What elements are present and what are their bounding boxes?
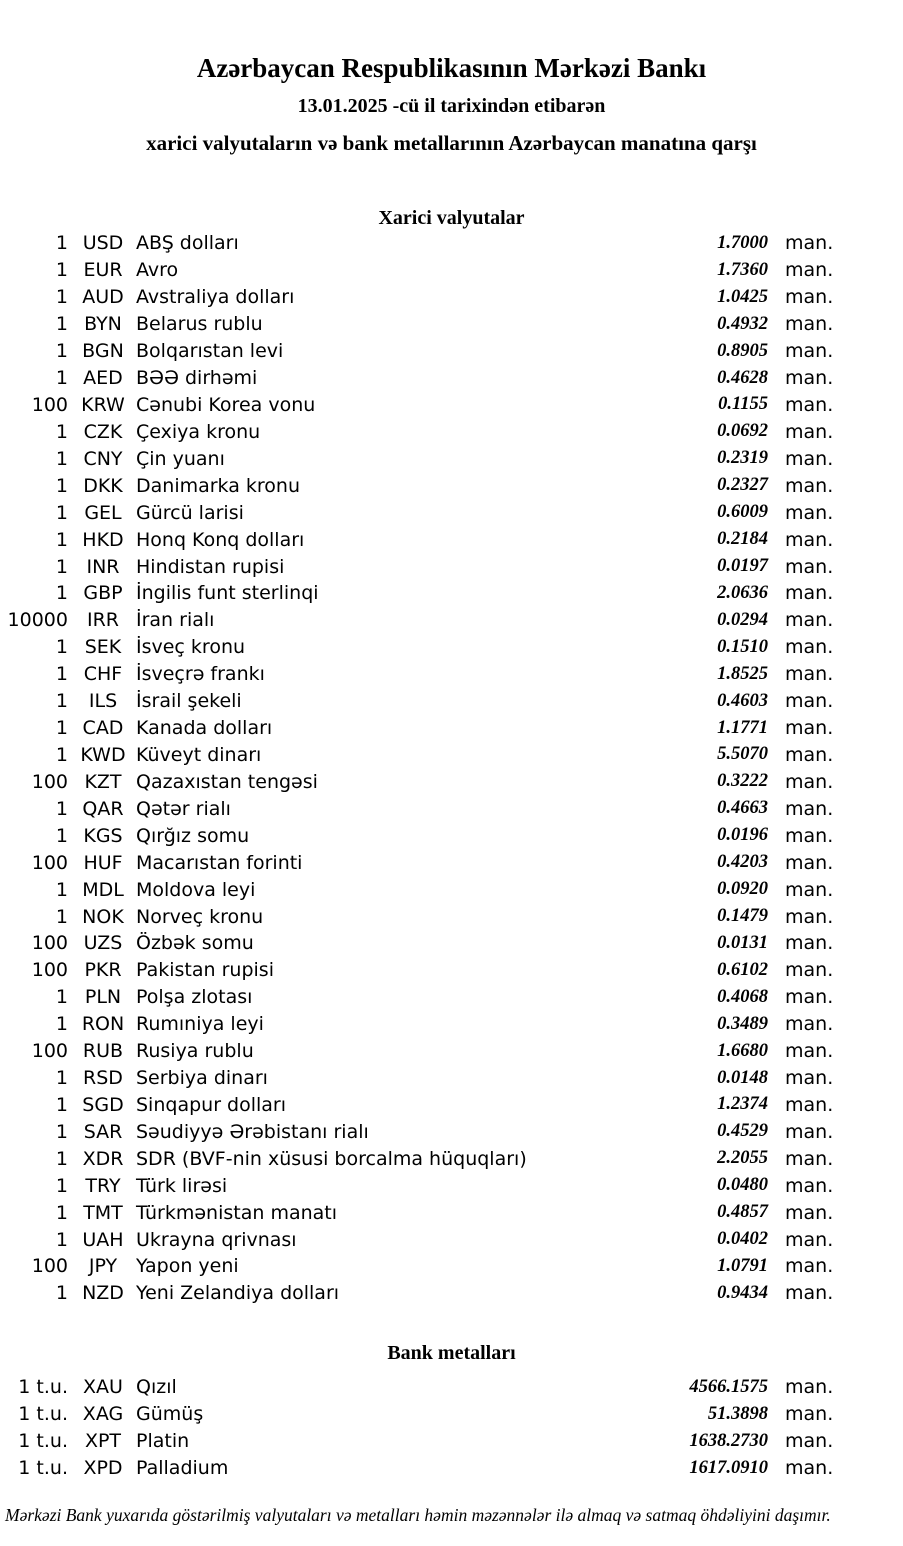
currency-name: Honq Konq dolları	[136, 528, 305, 551]
currency-quantity: 1	[55, 743, 68, 766]
currency-row	[0, 445, 903, 472]
currency-code: SAR	[83, 1120, 123, 1143]
currency-name: Kanada dolları	[136, 717, 273, 740]
currency-quantity: 100	[31, 1040, 68, 1063]
currency-row	[0, 1172, 903, 1199]
currency-row	[0, 1065, 903, 1092]
currency-code: BGN	[82, 340, 124, 363]
rate-unit-label: man.	[785, 770, 834, 793]
currency-row	[0, 822, 903, 849]
currency-name: Yeni Zelandiya dolları	[136, 1282, 340, 1305]
rate-unit-label: man.	[785, 1228, 834, 1251]
currency-name: İran rialı	[136, 609, 215, 632]
currency-rate: 0.0196	[717, 825, 768, 846]
currency-quantity: 1	[55, 1174, 68, 1197]
rate-unit-label: man.	[785, 1403, 834, 1426]
metal-code: XPT	[84, 1430, 122, 1453]
currency-code: XDR	[82, 1147, 124, 1170]
currency-code: GEL	[84, 501, 122, 524]
currency-quantity: 1	[55, 1093, 68, 1116]
currency-row	[0, 957, 903, 984]
metal-row	[0, 1401, 903, 1428]
currency-row	[0, 768, 903, 795]
currency-name: Qazaxıstan tengəsi	[136, 770, 318, 793]
metals-section-title: Bank metalları	[387, 1341, 516, 1364]
currency-row	[0, 553, 903, 580]
currency-code: BYN	[84, 313, 122, 336]
currency-code: USD	[82, 232, 124, 255]
currency-row	[0, 311, 903, 338]
currency-rate: 0.0920	[717, 879, 768, 900]
currency-name: İsveçrə frankı	[136, 663, 265, 686]
currency-table	[0, 230, 903, 1307]
metal-code: XAU	[83, 1376, 123, 1399]
currency-name: Rusiya rublu	[136, 1040, 254, 1063]
currency-name: Sinqapur dolları	[136, 1093, 287, 1116]
currency-quantity: 1	[55, 286, 68, 309]
currency-rate: 0.9434	[717, 1282, 768, 1303]
currency-code: IRR	[86, 609, 119, 632]
currency-quantity: 100	[31, 932, 68, 955]
currency-name: SDR (BVF-nin xüsusi borcalma hüquqları)	[136, 1147, 527, 1170]
currency-rate: 0.0402	[717, 1229, 768, 1250]
rate-unit-label: man.	[785, 1067, 834, 1090]
currency-quantity: 1	[55, 501, 68, 524]
currency-rate: 0.4603	[717, 690, 768, 711]
rate-unit-label: man.	[785, 232, 834, 255]
rate-unit-label: man.	[785, 905, 834, 928]
currency-code: RUB	[82, 1040, 124, 1063]
currency-name: Serbiya dinarı	[136, 1067, 268, 1090]
rate-unit-label: man.	[785, 986, 834, 1009]
currency-code: PLN	[84, 986, 122, 1009]
currency-rate: 0.2319	[717, 448, 768, 469]
metal-name: Gümüş	[136, 1403, 204, 1426]
currency-code: KWD	[80, 743, 126, 766]
currency-code: GBP	[83, 582, 123, 605]
currency-quantity: 1	[55, 1067, 68, 1090]
currency-name: Hindistan rupisi	[136, 555, 285, 578]
rate-unit-label: man.	[785, 313, 834, 336]
currency-rate: 0.3222	[717, 771, 768, 792]
currency-name: Özbək somu	[136, 932, 254, 955]
rate-unit-label: man.	[785, 582, 834, 605]
currency-quantity: 1	[55, 1201, 68, 1224]
currency-rate: 0.4628	[717, 367, 768, 388]
rate-unit-label: man.	[785, 367, 834, 390]
rate-unit-label: man.	[785, 501, 834, 524]
metal-name: Qızıl	[136, 1376, 177, 1399]
currency-row	[0, 1226, 903, 1253]
currency-rate: 0.4663	[717, 798, 768, 819]
metal-row	[0, 1455, 903, 1482]
metal-quantity: 1 t.u.	[18, 1376, 68, 1399]
currency-quantity: 100	[31, 851, 68, 874]
metal-quantity: 1 t.u.	[18, 1430, 68, 1453]
currency-rate: 0.0148	[717, 1067, 768, 1088]
currency-code: RON	[81, 1013, 125, 1036]
currency-code: TRY	[85, 1174, 121, 1197]
currency-rate: 0.8905	[717, 340, 768, 361]
rate-unit-label: man.	[785, 259, 834, 282]
currency-rate: 0.4932	[717, 313, 768, 334]
currency-rate: 0.2327	[717, 475, 768, 496]
currency-code: SEK	[84, 636, 122, 659]
currency-name: Moldova leyi	[136, 878, 256, 901]
effective-date: 13.01.2025 -cü il tarixindən etibarən	[297, 95, 606, 117]
rate-unit-label: man.	[785, 1013, 834, 1036]
currency-code: QAR	[82, 797, 124, 820]
rate-unit-label: man.	[785, 474, 834, 497]
currency-code: RSD	[83, 1067, 123, 1090]
currency-rate: 1.2374	[717, 1094, 768, 1115]
currency-code: MDL	[82, 878, 124, 901]
currency-rate: 0.0131	[717, 932, 768, 953]
currency-rate: 0.1510	[717, 636, 768, 657]
currency-rate: 0.6102	[717, 959, 768, 980]
currency-name: BƏƏ dirhəmi	[136, 367, 258, 390]
currency-name: Türkmənistan manatı	[136, 1201, 338, 1224]
currency-rate: 0.4203	[717, 852, 768, 873]
currency-quantity: 1	[55, 636, 68, 659]
currency-rate: 1.0425	[717, 286, 768, 307]
currency-name: Ukrayna qrivnası	[136, 1228, 297, 1251]
currency-row	[0, 392, 903, 419]
metal-row	[0, 1374, 903, 1401]
currency-rate: 1.6680	[717, 1040, 768, 1061]
currency-row	[0, 1038, 903, 1065]
currency-row	[0, 1280, 903, 1307]
currency-rate: 1.7000	[717, 232, 768, 253]
currency-name: Qırğız somu	[136, 824, 250, 847]
currency-name: Səudiyyə Ərəbistanı rialı	[136, 1120, 369, 1143]
metals-table	[0, 1374, 903, 1482]
currency-name: Polşa zlotası	[136, 986, 253, 1009]
currency-code: CAD	[82, 717, 124, 740]
currency-quantity: 100	[31, 959, 68, 982]
currency-name: Küveyt dinarı	[136, 743, 262, 766]
currency-row	[0, 230, 903, 257]
currency-rate: 0.4529	[717, 1121, 768, 1142]
currency-quantity: 1	[55, 905, 68, 928]
metal-quantity: 1 t.u.	[18, 1403, 68, 1426]
currency-row	[0, 1011, 903, 1038]
currency-quantity: 10000	[7, 609, 68, 632]
currency-rate: 1.1771	[717, 717, 768, 738]
currency-quantity: 100	[31, 770, 68, 793]
rate-unit-label: man.	[785, 609, 834, 632]
currency-rate: 2.0636	[717, 582, 768, 603]
currency-code: HUF	[83, 851, 123, 874]
currency-name: Türk lirəsi	[136, 1174, 228, 1197]
currency-quantity: 1	[55, 1120, 68, 1143]
currency-row	[0, 1092, 903, 1119]
rate-unit-label: man.	[785, 663, 834, 686]
rate-unit-label: man.	[785, 1430, 834, 1453]
metal-rate: 1638.2730	[689, 1430, 768, 1451]
rate-unit-label: man.	[785, 286, 834, 309]
currency-quantity: 1	[55, 797, 68, 820]
page-title: Azərbaycan Respublikasının Mərkəzi Bankı	[196, 53, 707, 83]
currency-quantity: 1	[55, 824, 68, 847]
metal-code: XPD	[83, 1457, 123, 1480]
currency-row	[0, 876, 903, 903]
currency-name: Pakistan rupisi	[136, 959, 274, 982]
rate-unit-label: man.	[785, 1457, 834, 1480]
currency-row	[0, 1199, 903, 1226]
rate-unit-label: man.	[785, 743, 834, 766]
currency-row	[0, 984, 903, 1011]
currency-code: ILS	[88, 690, 118, 713]
metal-name: Palladium	[136, 1457, 229, 1480]
currency-name: ABŞ dolları	[136, 232, 239, 255]
currency-row	[0, 742, 903, 769]
currency-code: UZS	[83, 932, 123, 955]
rate-unit-label: man.	[785, 420, 834, 443]
currency-quantity: 1	[55, 447, 68, 470]
currency-code: KZT	[84, 770, 122, 793]
currency-row	[0, 795, 903, 822]
currency-name: Cənubi Korea vonu	[136, 393, 316, 416]
rate-unit-label: man.	[785, 824, 834, 847]
currency-quantity: 100	[31, 393, 68, 416]
rate-unit-label: man.	[785, 555, 834, 578]
rate-unit-label: man.	[785, 932, 834, 955]
currency-row	[0, 338, 903, 365]
rate-unit-label: man.	[785, 1376, 834, 1399]
currency-row	[0, 903, 903, 930]
currency-row	[0, 688, 903, 715]
currency-name: Avstraliya dolları	[136, 286, 295, 309]
currency-name: Yapon yeni	[136, 1255, 239, 1278]
currency-row	[0, 499, 903, 526]
bulletin-header	[0, 0, 903, 155]
currency-code: EUR	[83, 259, 123, 282]
metal-rate: 1617.0910	[689, 1457, 768, 1478]
metal-name: Platin	[136, 1430, 190, 1453]
rate-unit-label: man.	[785, 1120, 834, 1143]
rate-unit-label: man.	[785, 959, 834, 982]
currency-quantity: 1	[55, 1013, 68, 1036]
currency-rate: 0.4068	[717, 986, 768, 1007]
currency-quantity: 1	[55, 986, 68, 1009]
disclaimer-note: Mərkəzi Bank yuxarıda göstərilmiş valyutaları və metalları həmin məzənnələr ilə almaq və satmaq öhdəliyini daşımır.	[5, 1504, 831, 1525]
currency-code: TMT	[83, 1201, 123, 1224]
currency-row	[0, 284, 903, 311]
currency-quantity: 1	[55, 340, 68, 363]
currency-row	[0, 715, 903, 742]
rate-unit-label: man.	[785, 1093, 834, 1116]
currency-row	[0, 365, 903, 392]
currency-name: Rumıniya leyi	[136, 1013, 264, 1036]
currency-name: İsrail şekeli	[136, 690, 242, 713]
currency-rate: 0.6009	[717, 502, 768, 523]
rate-unit-label: man.	[785, 1282, 834, 1305]
rate-unit-label: man.	[785, 393, 834, 416]
currency-row	[0, 1118, 903, 1145]
rate-unit-label: man.	[785, 636, 834, 659]
currency-code: HKD	[82, 528, 124, 551]
currency-rate: 0.0294	[717, 609, 768, 630]
currency-row	[0, 472, 903, 499]
rate-unit-label: man.	[785, 851, 834, 874]
rate-unit-label: man.	[785, 717, 834, 740]
currency-name: Danimarka kronu	[136, 474, 301, 497]
currency-quantity: 1	[55, 878, 68, 901]
rate-unit-label: man.	[785, 340, 834, 363]
currency-quantity: 1	[55, 474, 68, 497]
currency-row	[0, 418, 903, 445]
currency-rate: 0.1479	[717, 906, 768, 926]
currency-name: Çexiya kronu	[136, 420, 261, 443]
rate-unit-label: man.	[785, 797, 834, 820]
metal-code: XAG	[82, 1403, 124, 1426]
currency-name: Avro	[136, 259, 179, 282]
currency-row	[0, 1145, 903, 1172]
currency-quantity: 1	[55, 663, 68, 686]
currency-rate: 1.7360	[717, 259, 768, 280]
currency-rate: 0.0480	[717, 1175, 768, 1196]
currency-quantity: 1	[55, 690, 68, 713]
currency-name: Qətər rialı	[136, 797, 231, 820]
currency-rate: 0.0692	[717, 421, 768, 442]
currency-code: NZD	[82, 1282, 124, 1305]
currency-row	[0, 849, 903, 876]
currency-quantity: 1	[55, 1282, 68, 1305]
bulletin-subtitle: xarici valyutaların və bank metallarının Azərbaycan manatına qarşı	[146, 131, 757, 155]
currency-quantity: 1	[55, 420, 68, 443]
currency-row	[0, 930, 903, 957]
rate-unit-label: man.	[785, 1147, 834, 1170]
currency-row	[0, 1253, 903, 1280]
currency-name: Belarus rublu	[136, 313, 263, 336]
currency-code: DKK	[83, 474, 123, 497]
currency-row	[0, 661, 903, 688]
currencies-section-title: Xarici valyutalar	[378, 207, 525, 229]
currency-code: CZK	[83, 420, 123, 443]
currency-code: INR	[86, 555, 120, 578]
currency-row	[0, 526, 903, 553]
currency-quantity: 1	[55, 259, 68, 282]
currency-name: Macarıstan forinti	[136, 851, 303, 874]
currency-code: KGS	[83, 824, 123, 847]
rate-unit-label: man.	[785, 1174, 834, 1197]
metal-rate: 4566.1575	[689, 1376, 768, 1397]
currency-code: UAH	[82, 1228, 124, 1251]
currency-rate: 0.0197	[717, 556, 768, 577]
currency-quantity: 100	[31, 1255, 68, 1278]
metal-quantity: 1 t.u.	[18, 1457, 68, 1480]
currency-code: SGD	[82, 1093, 124, 1116]
rate-unit-label: man.	[785, 447, 834, 470]
metal-row	[0, 1428, 903, 1455]
currency-rate: 1.8525	[717, 663, 768, 684]
metal-rate: 51.3898	[707, 1403, 768, 1424]
currency-quantity: 1	[55, 313, 68, 336]
currency-rate: 0.1155	[718, 394, 768, 415]
currency-name: Bolqarıstan levi	[136, 340, 284, 363]
currency-rate: 5.5070	[717, 744, 768, 765]
rate-unit-label: man.	[785, 878, 834, 901]
currency-quantity: 1	[55, 528, 68, 551]
currency-code: JPY	[88, 1255, 118, 1278]
currency-rate: 1.0791	[717, 1255, 768, 1276]
currency-name: Gürcü larisi	[136, 501, 244, 524]
currency-code: CHF	[83, 663, 123, 686]
rate-unit-label: man.	[785, 690, 834, 713]
currency-rate: 0.3489	[717, 1013, 768, 1034]
currency-row	[0, 634, 903, 661]
currency-code: PKR	[84, 959, 122, 982]
currency-rate: 0.4857	[717, 1202, 768, 1223]
rate-unit-label: man.	[785, 528, 834, 551]
currency-quantity: 1	[55, 717, 68, 740]
rate-unit-label: man.	[785, 1040, 834, 1063]
currency-quantity: 1	[55, 555, 68, 578]
currency-name: Norveç kronu	[136, 905, 264, 928]
currency-code: AED	[83, 367, 123, 390]
currency-row	[0, 607, 903, 634]
currency-row	[0, 257, 903, 284]
currency-name: Çin yuanı	[136, 447, 225, 470]
currency-quantity: 1	[55, 367, 68, 390]
currency-rate: 0.2184	[717, 529, 768, 550]
currency-row	[0, 580, 903, 607]
currency-quantity: 1	[55, 1147, 68, 1170]
currency-quantity: 1	[55, 1228, 68, 1251]
currency-quantity: 1	[55, 232, 68, 255]
currency-rate: 2.2055	[717, 1148, 768, 1169]
currency-code: NOK	[82, 905, 124, 928]
rate-unit-label: man.	[785, 1201, 834, 1224]
currency-code: KRW	[81, 393, 125, 416]
rate-unit-label: man.	[785, 1255, 834, 1278]
currency-quantity: 1	[55, 582, 68, 605]
currency-code: CNY	[83, 447, 123, 470]
currency-code: AUD	[82, 286, 124, 309]
currency-name: İsveç kronu	[136, 636, 246, 659]
currency-name: İngilis funt sterlinqi	[136, 582, 319, 605]
